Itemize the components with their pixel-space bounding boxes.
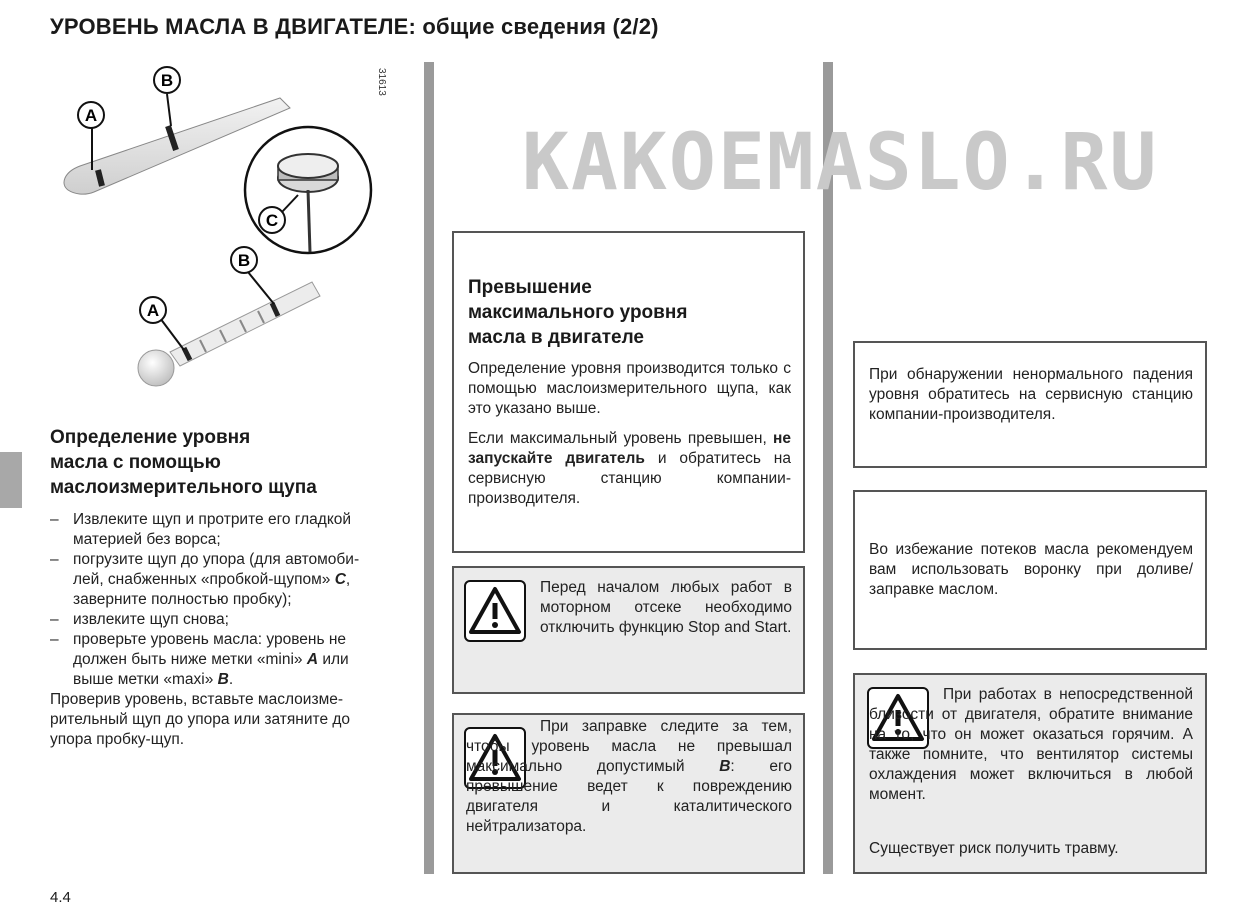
label-a-bottom: A: [146, 301, 160, 320]
overfill-paragraph-2: Если максимальный уровень превышен, не запускайте двигатель и обратитесь на сервисную станцию компании-производителя.: [468, 430, 791, 507]
level-drop-info-box: [853, 341, 1207, 468]
left-heading: Определение уровня масла с помощью маслоизмерительного щупа: [50, 427, 317, 498]
overfill-warning-box: [452, 713, 805, 874]
injury-risk-text: Существует риск получить травму.: [869, 840, 1119, 857]
warning-triangle-icon: [464, 580, 526, 642]
step-item: – Извлеките щуп и протрите его гладкой материей без ворса;: [50, 510, 410, 550]
funnel-info-box: [853, 490, 1207, 650]
label-a-top: A: [84, 106, 98, 125]
dipstick-illustration: [50, 60, 410, 405]
level-drop-info-text: При обнаружении ненормального падения уровня обратитесь на сервисную станцию компании-производителя.: [869, 366, 1193, 423]
figure-code: 31613: [376, 68, 387, 96]
dipstick-cap-icon: [245, 127, 371, 253]
chapter-tab: [0, 452, 22, 508]
overfill-info-box: [452, 231, 805, 553]
step-item: – погрузите щуп до упора (для автомоби- лей, снабженных «пробкой-щупом» C, заверните полностью пробку);: [50, 550, 410, 610]
step-item: – извлеките щуп снова;: [50, 610, 410, 630]
stop-start-warning-box: [452, 566, 805, 694]
watermark: KAKOEMASLO.RU: [522, 118, 1159, 208]
dipstick-ball-icon: [138, 282, 320, 386]
stop-start-warning-text: Перед началом любых работ в моторном отсеке необходимо отключить функцию Stop and Start.: [540, 579, 792, 636]
overfill-heading: Превышение максимального уровня масла в двигателе: [468, 277, 688, 348]
step-item: – проверьте уровень масла: уровень не должен быть ниже метки «mini» A или выше метки «maxi» B.: [50, 630, 410, 690]
funnel-info-text: Во избежание потеков масла рекомендуем вам использовать воронку при доливе/заправке маслом.: [869, 541, 1193, 598]
page-title-main: УРОВЕНЬ МАСЛА В ДВИГАТЕЛЕ:: [50, 14, 416, 39]
overfill-paragraph-1: Определение уровня производится только с помощью маслоизмерительного щупа, как это указано выше.: [468, 360, 791, 417]
label-c: C: [265, 211, 279, 230]
label-b-bottom: B: [237, 251, 251, 270]
hot-engine-warning-text: При работах в непосредственной близости от двигателя, обратите внимание на то, что он может оказаться горячим. А также помните, что вентилятор системы охлаждения может включиться в любой момент.: [869, 686, 1193, 803]
label-b-top: B: [160, 71, 174, 90]
left-closing-paragraph: Проверив уровень, вставьте маслоизме- рительный щуп до упора или затяните до упора пробку-щуп.: [50, 691, 351, 748]
hot-engine-warning-box: [853, 673, 1207, 874]
overfill-warning-text: При заправке следите за тем, чтобы уровень масла не превышал максимально допустимый B: его превышение ведет к повреждению двигателя и каталитического нейтрализатора.: [466, 718, 792, 835]
page-title-sub: общие сведения (2/2): [422, 14, 659, 39]
page-number: 4.4: [50, 889, 71, 906]
left-steps: [50, 510, 410, 750]
page-title: [50, 14, 659, 40]
column-divider-left: [424, 62, 434, 874]
